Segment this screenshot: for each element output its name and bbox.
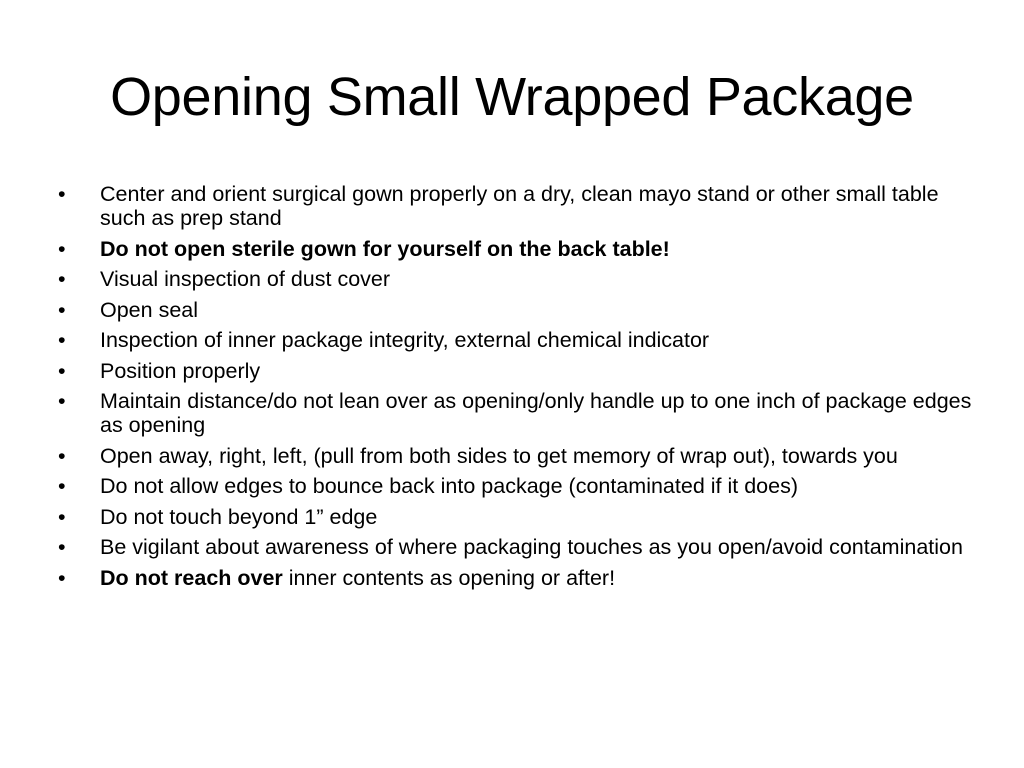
bullet-text: Do not touch beyond 1” edge	[100, 504, 378, 529]
bullet-dot-icon: •	[58, 297, 66, 322]
bullet-dot-icon: •	[58, 328, 66, 352]
bullet-item	[58, 474, 978, 498]
bullet-text: Center and orient surgical gown properly on a dry, clean mayo stand or other small table such as prep stand	[100, 182, 939, 230]
bullet-item	[58, 267, 978, 291]
bullet-text: Inspection of inner package integrity, external chemical indicator	[100, 328, 710, 352]
bullet-text: Be vigilant about awareness of where packaging touches as you open/avoid contamination	[100, 535, 963, 559]
bullet-dot-icon: •	[58, 267, 66, 291]
bullet-item	[58, 237, 978, 261]
slide-title: Opening Small Wrapped Package	[110, 67, 914, 127]
bullet-text: Open seal	[100, 297, 199, 322]
bullet-dot-icon: •	[58, 389, 66, 413]
bullet-text: inner contents as opening or after!	[282, 565, 616, 590]
bullet-text: Visual inspection of dust cover	[100, 267, 391, 291]
bullet-item	[58, 389, 978, 437]
bullet-item	[58, 505, 978, 529]
bullet-item	[58, 535, 978, 559]
bullet-dot-icon: •	[58, 565, 66, 590]
bullet-dot-icon: •	[58, 535, 66, 559]
bullet-dot-icon: •	[58, 443, 66, 468]
bullet-bold-text: Do not reach over	[100, 565, 283, 590]
bullet-dot-icon: •	[58, 474, 66, 498]
bullet-item	[58, 566, 978, 590]
bullet-item	[58, 182, 978, 230]
bullet-list	[58, 182, 978, 596]
bullet-item	[58, 328, 978, 352]
bullet-text: Open away, right, left, (pull from both sides to get memory of wrap out), towards you	[100, 443, 898, 468]
bullet-item	[58, 444, 978, 468]
bullet-text: Maintain distance/do not lean over as opening/only handle up to one inch of package edges as opening	[100, 389, 972, 437]
bullet-text: Do not allow edges to bounce back into package (contaminated if it does)	[100, 474, 798, 498]
bullet-dot-icon: •	[58, 236, 66, 261]
bullet-item	[58, 298, 978, 322]
bullet-text: Position properly	[100, 358, 261, 383]
bullet-bold-text: Do not open sterile gown for yourself on the back table!	[100, 236, 670, 261]
bullet-item	[58, 359, 978, 383]
bullet-dot-icon: •	[58, 182, 66, 206]
bullet-dot-icon: •	[58, 504, 66, 529]
bullet-dot-icon: •	[58, 358, 66, 383]
